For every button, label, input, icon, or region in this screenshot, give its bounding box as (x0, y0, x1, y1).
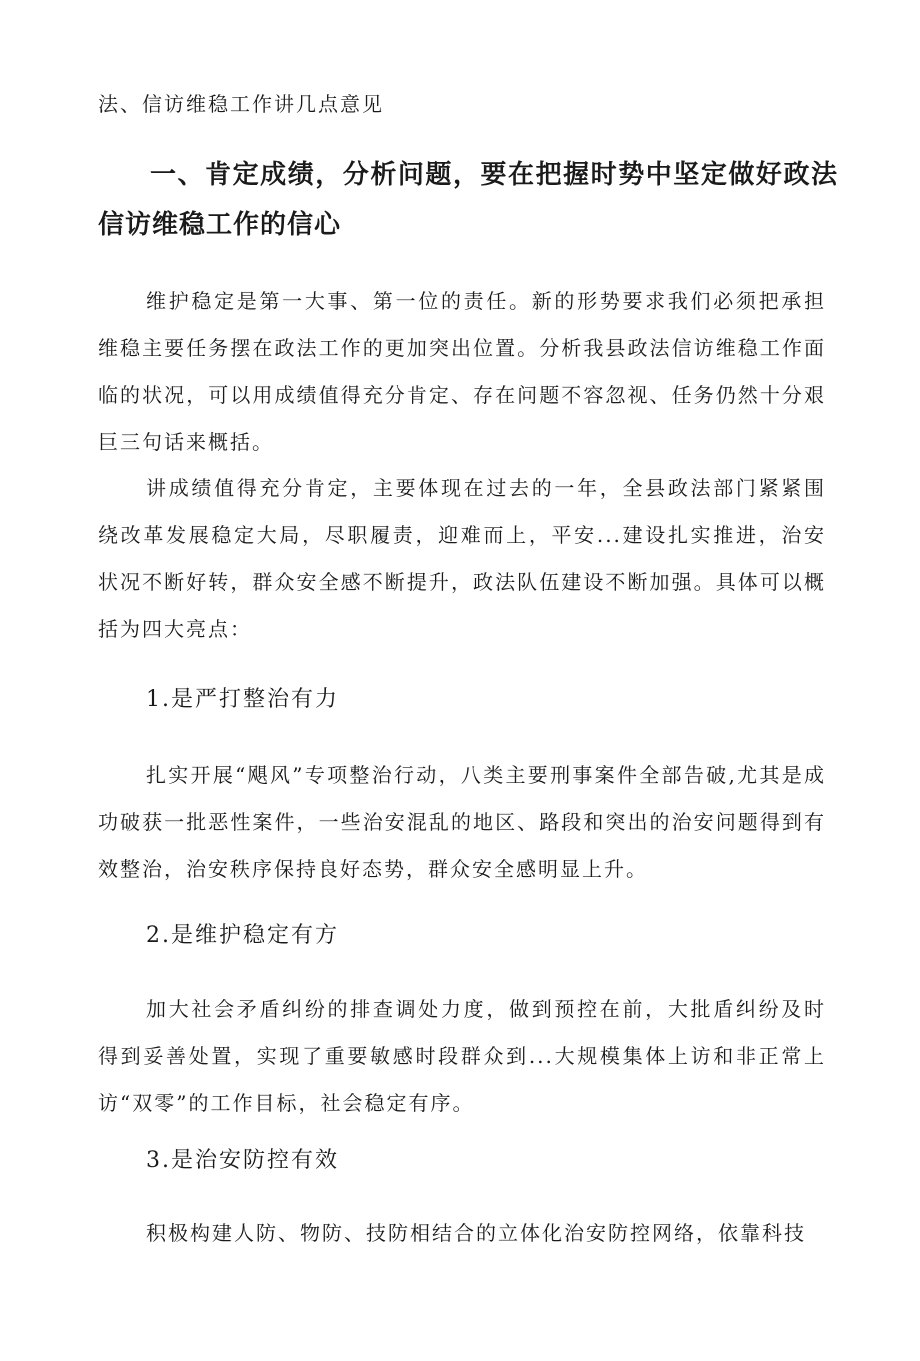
paragraph-stability: 加大社会矛盾纠纷的排查调处力度，做到预控在前，大批盾纠纷及时得到妥善处置，实现了重要敏感时段群众到...大规模集体上访和非正常上访“双零”的工作目标，社会稳定有序。 (98, 997, 826, 1115)
paragraph-achievements: 讲成绩值得充分肯定，主要体现在过去的一年，全县政法部门紧紧围绕改革发展稳定大局，尽职履责，迎难而上，平安...建设扎实推进，治安状况不断好转，群众安全感不断提升，政法队伍建设不断加强。具体可以概括为四大亮点： (98, 476, 826, 641)
subheading-stability: 2.是维护稳定有方 (146, 923, 339, 948)
section-heading: 一、肯定成绩，分析问题，要在把握时势中坚定做好政法信访维稳工作的信心 (98, 160, 838, 240)
paragraph-intro: 维护稳定是第一大事、第一位的责任。新的形势要求我们必须把承担维稳主要任务摆在政法工作的更加突出位置。分析我县政法信访维稳工作面临的状况，可以用成绩值得充分肯定、存在问题不容忽视、任务仍然十分艰巨三句话来概括。 (98, 289, 826, 454)
paragraph-security-control: 积极构建人防、物防、技防相结合的立体化治安防控网络，依靠科技 (146, 1221, 806, 1245)
subheading-security-control: 3.是治安防控有效 (146, 1148, 339, 1173)
paragraph-strike-hard: 扎实开展“飓风”专项整治行动，八类主要刑事案件全部告破,尤其是成功破获一批恶性案件，一些治安混乱的地区、路段和突出的治安问题得到有效整治，治安秩序保持良好态势，群众安全感明显上升。 (98, 763, 826, 881)
continuation-line: 法、信访维稳工作讲几点意见 (98, 92, 384, 116)
subheading-strike-hard: 1.是严打整治有力 (146, 687, 339, 712)
